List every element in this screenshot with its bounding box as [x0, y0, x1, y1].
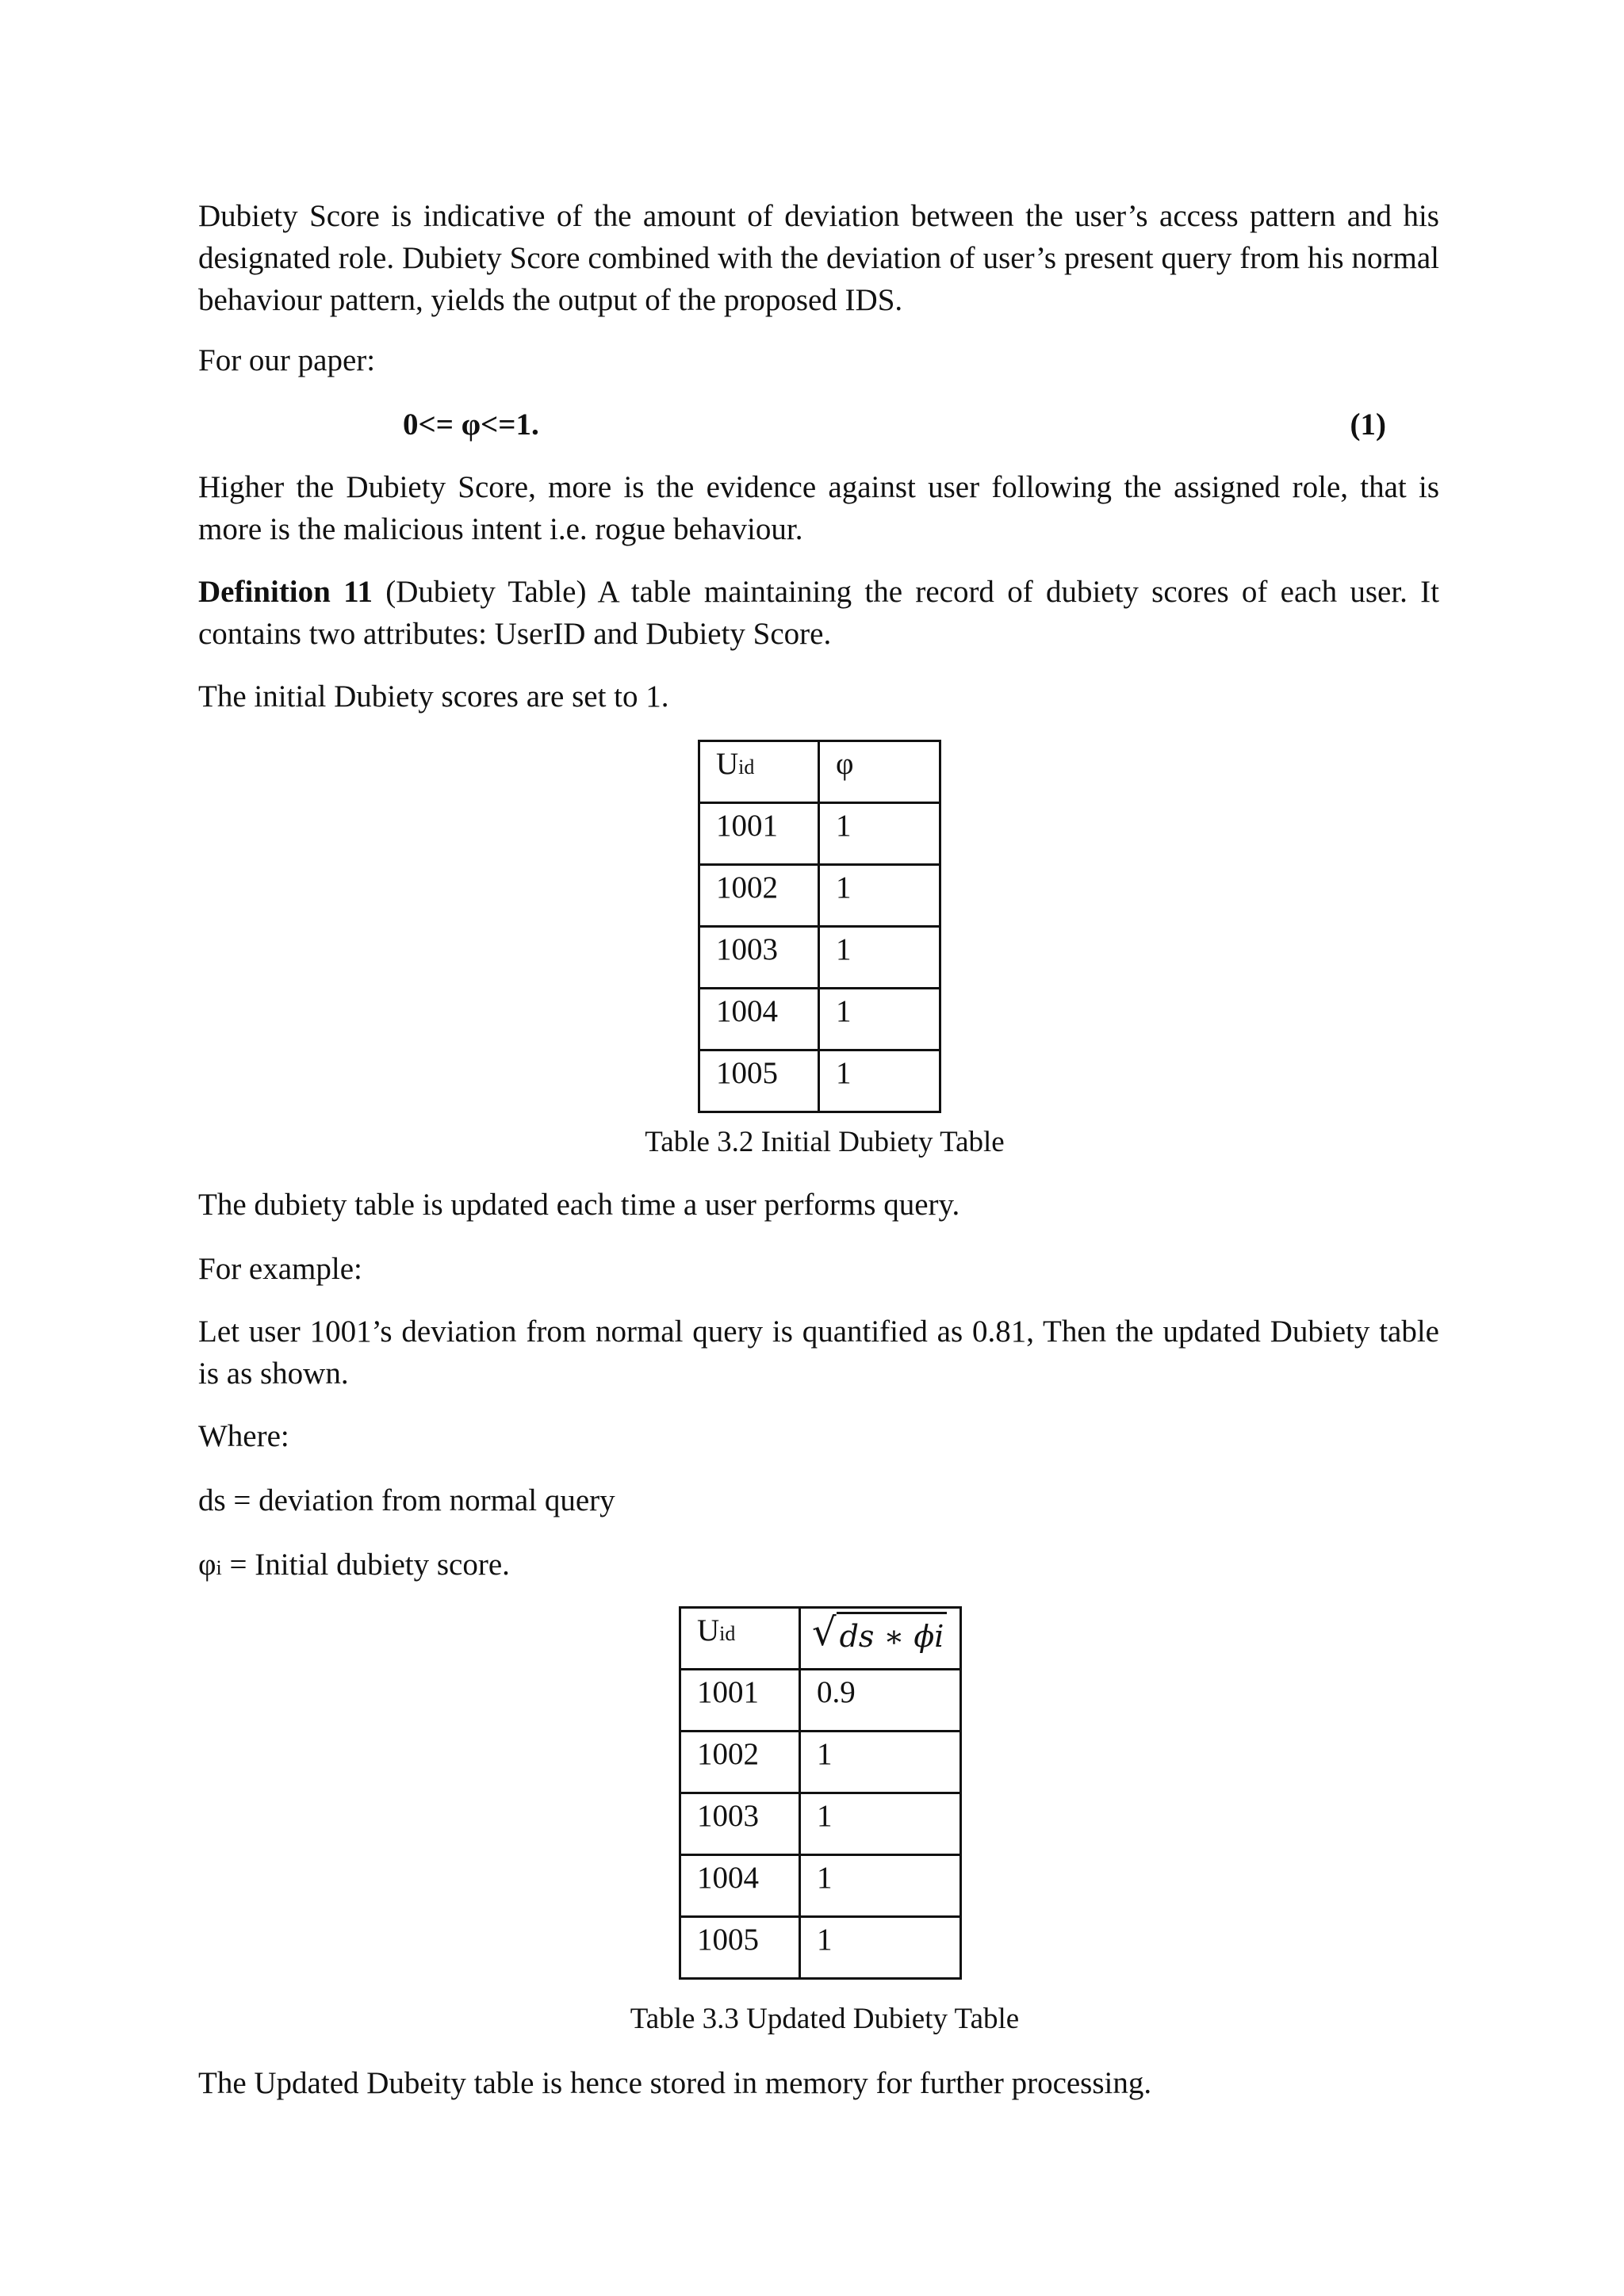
cell-uid: 1005: [699, 1050, 819, 1112]
table-row: [680, 1732, 961, 1793]
paragraph-initial-scores: The initial Dubiety scores are set to 1.: [198, 679, 669, 714]
paragraph-let-user: Let user 1001’s deviation from normal query is quantified as 0.81, Then the updated Dubiety table is as shown.: [198, 1314, 1439, 1391]
definition-label: Definition 11: [198, 575, 373, 609]
phi-subscript: i: [216, 1556, 222, 1579]
cell-score: 1: [819, 865, 940, 927]
cell-score: 1: [800, 1917, 961, 1979]
table-row: [680, 1793, 961, 1855]
updated-dubiety-table: [679, 1606, 962, 1980]
paragraph-ds-definition: ds = deviation from normal query: [198, 1483, 615, 1517]
cell-score: 1: [819, 989, 940, 1050]
table-row: [680, 1855, 961, 1917]
equation-1: [403, 403, 1386, 447]
phi-symbol: φ: [198, 1548, 216, 1582]
table-3-2-caption: Table 3.2 Initial Dubiety Table: [645, 1126, 1005, 1158]
definition-body: (Dubiety Table) A table maintaining the record of dubiety scores of each user. It contains two attributes: UserID and Dubiety Score.: [198, 575, 1440, 651]
table-row: [699, 1050, 940, 1112]
header-score: φ: [819, 741, 940, 803]
cell-score: 1: [819, 927, 940, 989]
sqrt-formula: [812, 1612, 947, 1659]
header-uid: Uid: [699, 741, 819, 803]
cell-uid: 1001: [699, 803, 819, 865]
table-row: [699, 803, 940, 865]
cell-score: 1: [800, 1855, 961, 1917]
table-row: [699, 927, 940, 989]
cell-uid: 1002: [680, 1732, 800, 1793]
paragraph-definition-11: [198, 571, 1439, 655]
table-header-row: [699, 741, 940, 803]
radical-sign: √: [812, 1610, 837, 1655]
paragraph-for-example: For example:: [198, 1252, 362, 1286]
table-row: [699, 989, 940, 1050]
phi-definition-text: = Initial dubiety score.: [221, 1548, 510, 1582]
cell-score: 1: [819, 1050, 940, 1112]
paragraph-dubiety-updated: The dubiety table is updated each time a user performs query.: [198, 1188, 960, 1222]
header-formula: [800, 1608, 961, 1670]
cell-score: 1: [800, 1793, 961, 1855]
cell-uid: 1004: [699, 989, 819, 1050]
table-row: [699, 865, 940, 927]
table-row: [680, 1917, 961, 1979]
cell-score: 1: [800, 1732, 961, 1793]
initial-dubiety-table: [698, 740, 941, 1113]
paragraph-dubiety-score-intro: Dubiety Score is indicative of the amount of deviation between the user’s access pattern and his designated role. Dubiety Score combined with the deviation of user’s present query from his normal behaviour pattern, yields the output of the proposed IDS.: [198, 199, 1439, 317]
cell-score: 0.9: [800, 1670, 961, 1732]
table-3-3-caption: Table 3.3 Updated Dubiety Table: [630, 2003, 1020, 2035]
cell-uid: 1004: [680, 1855, 800, 1917]
table-row: [680, 1670, 961, 1732]
paragraph-higher-dubiety: Higher the Dubiety Score, more is the evidence against user following the assigned role, that is more is the malicious intent i.e. rogue behaviour.: [198, 470, 1439, 546]
paragraph-where: Where:: [198, 1419, 289, 1453]
cell-score: 1: [819, 803, 940, 865]
table-header-row: [680, 1608, 961, 1670]
equation-number: (1): [1350, 408, 1386, 442]
cell-uid: 1005: [680, 1917, 800, 1979]
cell-uid: 1001: [680, 1670, 800, 1732]
equation-text: 0<= φ<=1.: [403, 408, 539, 442]
header-uid: Uid: [680, 1608, 800, 1670]
radicand: ds ∗ ϕi: [837, 1612, 948, 1659]
paragraph-updated-stored: The Updated Dubeity table is hence stored in memory for further processing.: [198, 2066, 1152, 2100]
paragraph-phi-definition: [198, 1544, 1439, 1589]
cell-uid: 1003: [699, 927, 819, 989]
cell-uid: 1002: [699, 865, 819, 927]
paragraph-for-our-paper: For our paper:: [198, 343, 376, 377]
cell-uid: 1003: [680, 1793, 800, 1855]
